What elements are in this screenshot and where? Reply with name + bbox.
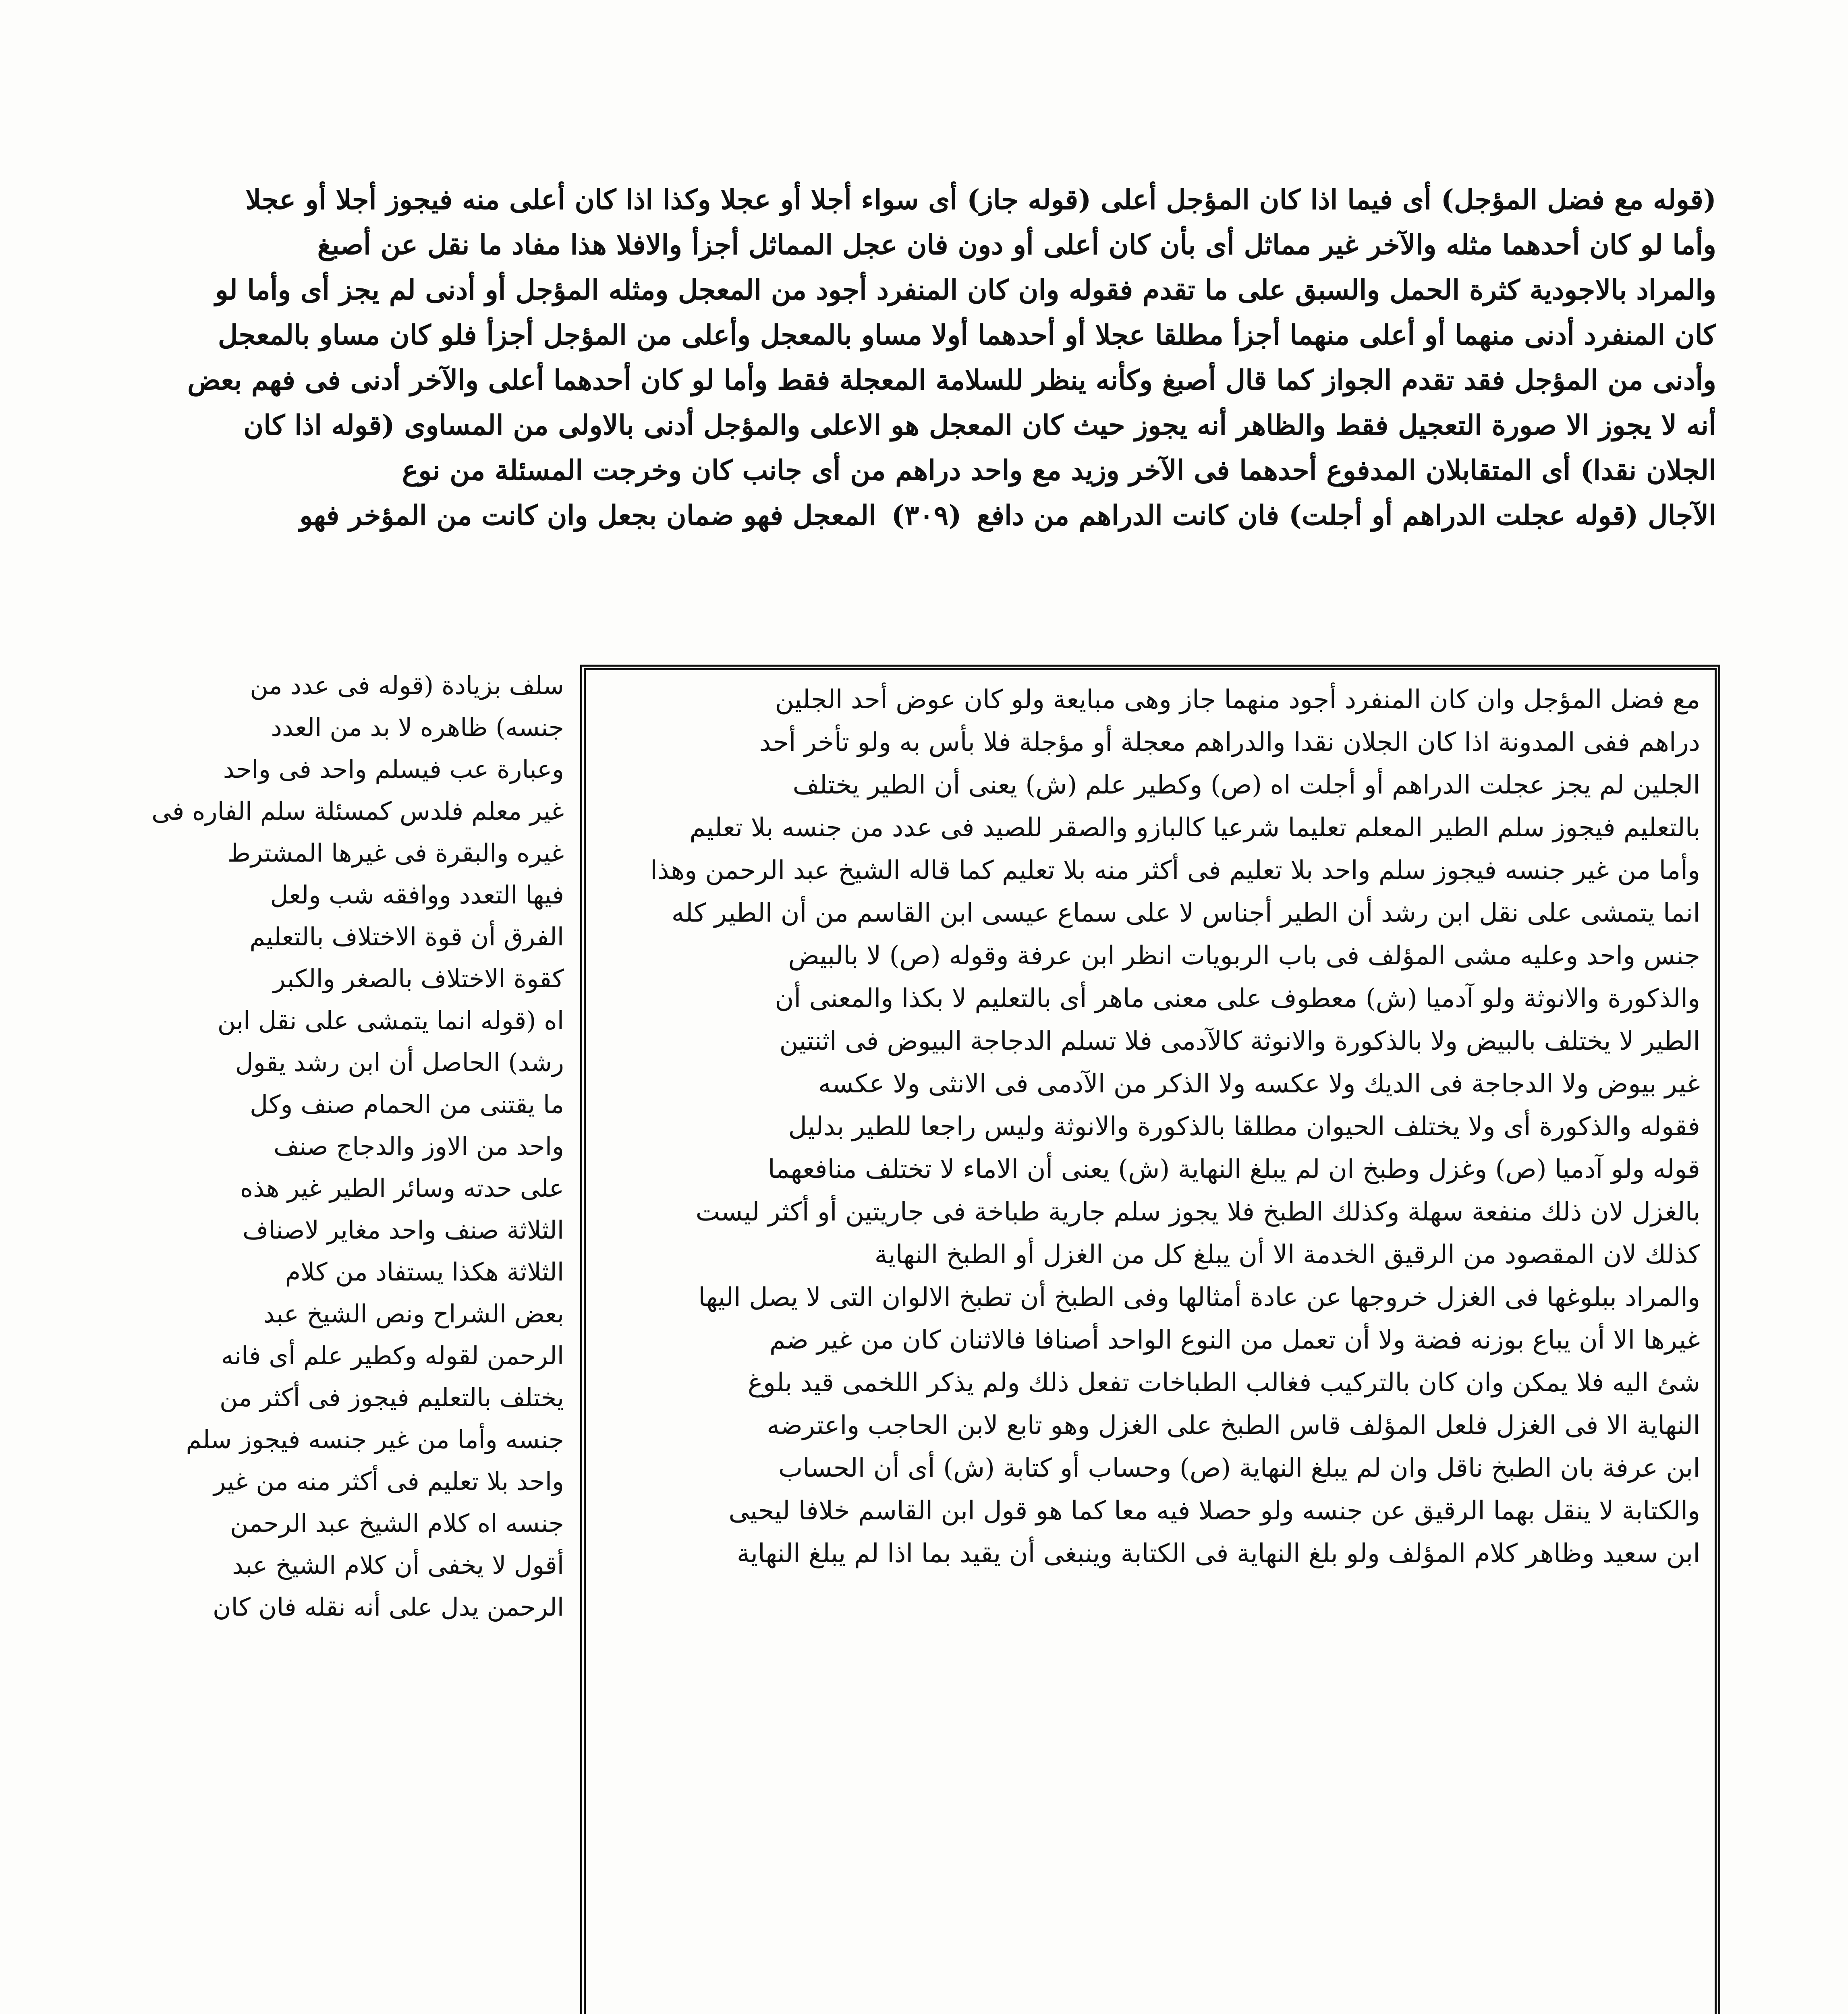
gloss-line: وعبارة عب فيسلم واحد فى واحد <box>223 754 564 784</box>
main-line: ابن سعيد وظاهر كلام المؤلف ولو بلغ النهاية فى الكتابة وينبغى أن يقيد بما اذا لم يبلغ النهاية <box>736 1539 1700 1569</box>
gloss-line: غير معلم فلدس كمسئلة سلم الفاره فى <box>151 796 564 826</box>
gloss-line: يختلف بالتعليم فيجوز فى أكثر من <box>219 1383 564 1412</box>
gloss-line: بعض الشراح ونص الشيخ عبد <box>263 1299 564 1328</box>
gloss-line: فيها التعدد ووافقه شب ولعل <box>270 880 564 910</box>
gloss-line: على حدته وسائر الطير غير هذه <box>240 1173 564 1203</box>
top-line: أنه لا يجوز الا صورة التعجيل فقط والظاهر أنه يجوز حيث كان المعجل هو الاعلى والمؤجل أدنى بالاولى من المساوى (قوله اذا كان <box>243 409 1716 441</box>
gloss-line: واحد من الاوز والدجاج صنف <box>273 1131 564 1161</box>
main-line: الجلين لم يجز عجلت الدراهم أو أجلت اه (ص) وكطير علم (ش) يعنى أن الطير يختلف <box>792 770 1700 800</box>
main-line: انما يتمشى على نقل ابن رشد أن الطير أجناس لا على سماع عيسى ابن القاسم من أن الطير كله <box>671 898 1700 928</box>
gloss-line: جنسه اه كلام الشيخ عبد الرحمن <box>230 1508 564 1538</box>
gloss-line: اه (قوله انما يتمشى على نقل ابن <box>217 1006 564 1035</box>
top-line: وأدنى من المؤجل فقد تقدم الجواز كما قال أصبغ وكأنه ينظر للسلامة المعجلة فقط وأما لو كان أحدهما أعلى والآخر أدنى فى فهم بعض <box>187 364 1716 396</box>
top-line: وأما لو كان أحدهما مثله والآخر غير مماثل أى بأن كان أعلى أو دون فان عجل المماثل أجزأ والافلا هذا مفاد ما نقل عن أصبغ <box>317 229 1716 261</box>
main-line: غير بيوض ولا الدجاجة فى الديك ولا عكسه ولا الذكر من الآدمى فى الانثى ولا عكسه <box>818 1069 1700 1099</box>
top-line <box>133 493 1716 538</box>
main-line: والمراد ببلوغها فى الغزل خروجها عن عادة أمثالها وفى الطبخ أن تطبخ الالوان التى لا يصل اليها <box>698 1283 1700 1312</box>
main-line: فقوله والذكورة أى ولا يختلف الحيوان مطلقا بالذكورة والانوثة وليس راجعا للطير بدليل <box>788 1112 1700 1142</box>
main-line: كذلك لان المقصود من الرقيق الخدمة الا أن يبلغ كل من الغزل أو الطبخ النهاية <box>874 1240 1700 1270</box>
main-line: ابن عرفة بان الطبخ ناقل وان لم يبلغ النهاية (ص) وحساب أو كتابة (ش) أى أن الحساب <box>778 1453 1700 1483</box>
gloss-line: الرحمن يدل على أنه نقله فان كان <box>212 1592 564 1622</box>
gloss-line: ما يقتنى من الحمام صنف وكل <box>250 1090 564 1119</box>
main-line: شئ اليه فلا يمكن وان كان بالتركيب فغالب الطباخات تفعل ذلك ولم يذكر اللخمى قيد بلوغ <box>747 1368 1700 1398</box>
gloss-line: جنسه وأما من غير جنسه فيجوز سلم <box>186 1425 564 1454</box>
top-line-start: الآجال (قوله عجلت الدراهم أو أجلت) فان كانت الدراهم من دافع <box>977 499 1716 532</box>
top-line-end: المعجل فهو ضمان بجعل وان كانت من المؤخر فهو <box>299 499 876 532</box>
main-line: والكتابة لا ينقل بهما الرقيق عن جنسه ولو حصلا فيه معا كما هو قول ابن القاسم خلافا ليحيى <box>728 1496 1700 1526</box>
main-line: والذكورة والانوثة ولو آدميا (ش) معطوف على معنى ماهر أى بالتعليم لا بكذا والمعنى أن <box>775 984 1700 1013</box>
main-line: جنس واحد وعليه مشى المؤلف فى باب الربويات انظر ابن عرفة وقوله (ص) لا بالبيض <box>788 941 1700 971</box>
main-text <box>600 678 1700 2014</box>
main-line: الطير لا يختلف بالبيض ولا بالذكورة والانوثة كالآدمى فلا تسلم الدجاجة البيوض فى اثنتين <box>779 1026 1700 1056</box>
gloss-line: كقوة الاختلاف بالصغر والكبر <box>273 964 564 993</box>
gloss-line: الثلاثة صنف واحد مغاير لاصناف <box>242 1215 564 1245</box>
main-line: وأما من غير جنسه فيجوز سلم واحد بلا تعليم فى أكثر منه بلا تعليم كما قاله الشيخ عبد الرحمن وهذا <box>650 856 1700 885</box>
main-line: مع فضل المؤجل وان كان المنفرد أجود منهما جاز وهى مبايعة ولو كان عوض أحد الجلين <box>775 685 1700 715</box>
gloss-line: جنسه) ظاهره لا بد من العدد <box>271 713 564 742</box>
main-line: دراهم ففى المدونة اذا كان الجلان نقدا والدراهم معجلة أو مؤجلة فلا بأس به ولو تأخر أحد <box>759 727 1700 757</box>
main-text-box <box>580 665 1720 2014</box>
gloss-line: سلف بزيادة (قوله فى عدد من <box>250 671 564 700</box>
main-line: بالغزل لان ذلك منفعة سهلة وكذلك الطبخ فلا يجوز سلم جارية طباخة فى جاريتين أو أكثر ليست <box>695 1197 1700 1227</box>
top-commentary <box>133 177 1716 661</box>
gloss-line: الرحمن لقوله وكطير علم أى فانه <box>221 1341 564 1370</box>
gloss-line: رشد) الحاصل أن ابن رشد يقول <box>235 1048 564 1077</box>
top-line: الجلان نقدا) أى المتقابلان المدفوع أحدهما فى الآخر وزيد مع واحد دراهم من أى جانب كان وخرجت المسئلة من نوع <box>402 454 1716 487</box>
top-line: كان المنفرد أدنى منهما أو أعلى منهما أجزأ مطلقا عجلا أو أحدهما أولا مساو بالمعجل وأعلى من المؤجل أجزأ فلو كان مساو بالمعجل <box>218 319 1716 351</box>
top-line: والمراد بالاجودية كثرة الحمل والسبق على ما تقدم فقوله وان كان المنفرد أجود من المعجل ومثله المؤجل أو أدنى لم يجز أى وأما لو <box>215 274 1716 306</box>
main-line: غيرها الا أن يباع بوزنه فضة ولا أن تعمل من النوع الواحد أصنافا فالاثنان كان من غير ضم <box>769 1325 1700 1355</box>
top-line: (قوله مع فضل المؤجل) أى فيما اذا كان المؤجل أعلى (قوله جاز) أى سواء أجلا أو عجلا وكذا اذا كان أعلى منه فيجوز أجلا أو عجلا <box>245 184 1716 216</box>
main-line: قوله ولو آدميا (ص) وغزل وطبخ ان لم يبلغ النهاية (ش) يعنى أن الاماء لا تختلف منافعهما <box>767 1154 1700 1184</box>
gloss-line: غيره والبقرة فى غيرها المشترط <box>227 838 564 868</box>
main-line: بالتعليم فيجوز سلم الطير المعلم تعليما شرعيا كالبازو والصقر للصيد فى عدد من جنسه بلا تعليم <box>689 813 1700 843</box>
gloss-line: واحد بلا تعليم فى أكثر منه من غير <box>214 1467 564 1496</box>
margin-gloss-column <box>101 665 564 2014</box>
main-line: النهاية الا فى الغزل فلعل المؤلف قاس الطبخ على الغزل وهو تابع لابن الحاجب واعترضه <box>767 1411 1700 1440</box>
gloss-line: أقول لا يخفى أن كلام الشيخ عبد <box>232 1550 564 1580</box>
gloss-line: الثلاثة هكذا يستفاد من كلام <box>285 1257 564 1287</box>
page-number: (٣٠٩) <box>891 499 962 532</box>
gloss-line: الفرق أن قوة الاختلاف بالتعليم <box>249 922 564 951</box>
